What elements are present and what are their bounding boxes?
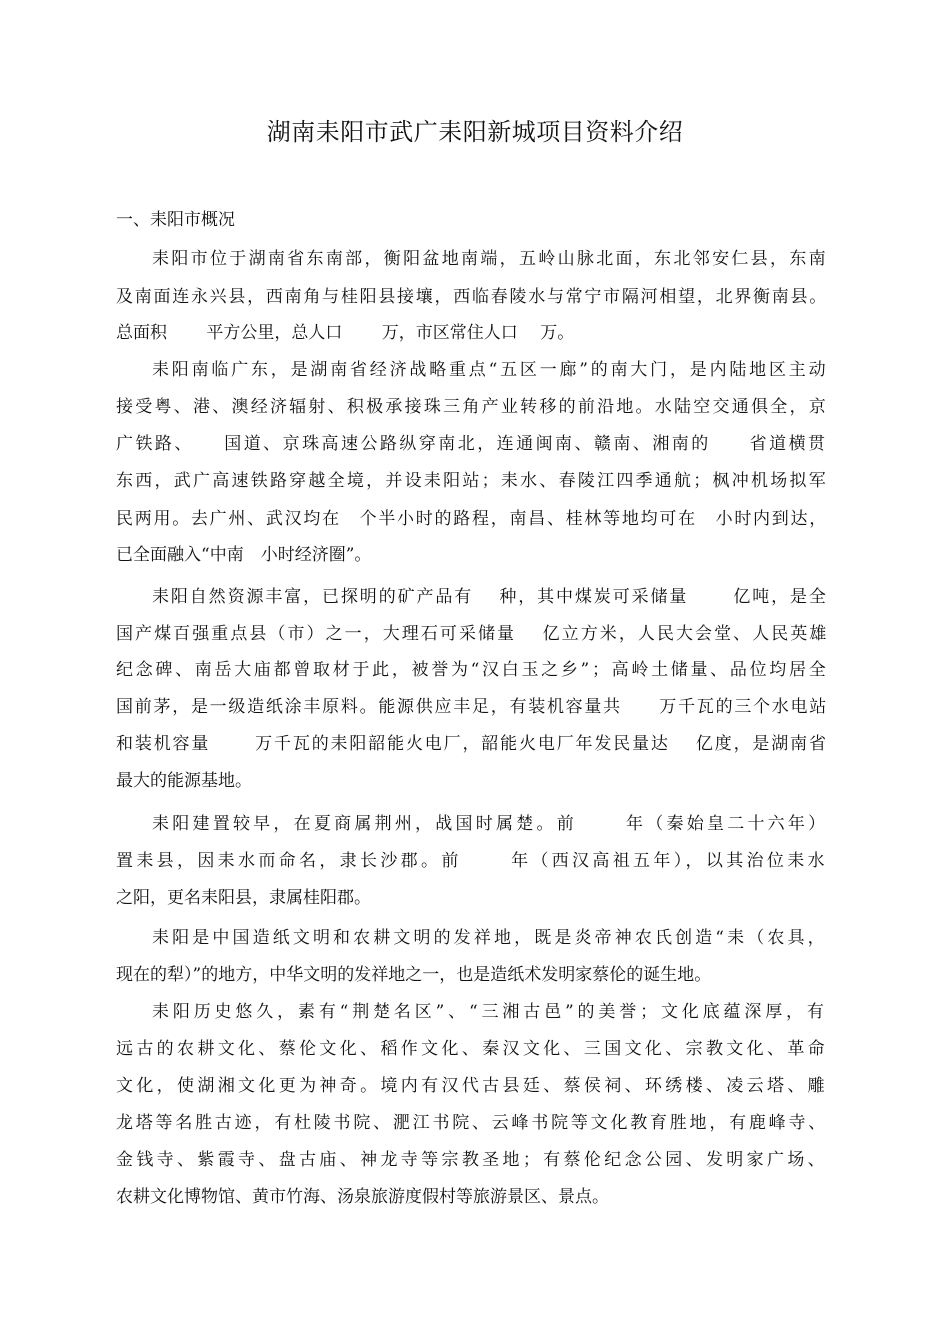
paragraph-line: 龙塔等名胜古迹，有杜陵书院、淝江书院、云峰书院等文化教育胜地，有鹿峰寺、 [116,1113,829,1133]
paragraph-line: 已全面融入“中南 小时经济圈”。 [116,545,372,565]
paragraph-line: 耒阳自然资源丰富，已探明的矿产品有 种，其中煤炭可采储量 亿吨，是全 [152,587,828,607]
paragraph-line: 总面积 平方公里，总人口 万，市区常住人口 万。 [116,323,575,343]
paragraph-line: 现在的犁）”的地方，中华文明的发祥地之一，也是造纸术发明家蔡伦的诞生地。 [116,965,712,985]
paragraph-line: 耒阳建置较早，在夏商属荆州，战国时属楚。前 年（秦始皇二十六年） [152,814,829,834]
paragraph-line: 金钱寺、紫霞寺、盘古庙、神龙寺等宗教圣地；有蔡伦纪念公园、发明家广场、 [116,1150,829,1170]
paragraph-line: 耒阳南临广东，是湖南省经济战略重点“五区一廊”的南大门，是内陆地区主动 [152,360,829,380]
paragraph-line: 国前茅，是一级造纸涂丰原料。能源供应丰足，有装机容量共 万千瓦的三个水电站 [116,697,829,717]
paragraph-line: 耒阳市位于湖南省东南部，衡阳盆地南端，五岭山脉北面，东北邻安仁县，东南 [152,249,828,269]
paragraph-line: 之阳，更名耒阳县，隶属桂阳郡。 [116,888,371,908]
paragraph-line: 接受粤、港、澳经济辐射、积极承接珠三角产业转移的前沿地。水陆空交通俱全，京 [116,397,828,417]
section-heading: 一、耒阳市概况 [116,210,235,230]
paragraph-line: 文化，使湖湘文化更为神奇。境内有汉代古县廷、蔡侯祠、环绣楼、凌云塔、雕 [116,1076,829,1096]
paragraph-line: 耒阳是中国造纸文明和农耕文明的发祥地，既是炎帝神农氏创造“耒（农具， [152,928,828,948]
paragraph-line: 和装机容量 万千瓦的耒阳韶能火电厂，韶能火电厂年发民量达 亿度，是湖南省 [116,734,828,754]
paragraph-line: 东西，武广高速铁路穿越全境，并设耒阳站；耒水、春陵江四季通航；枫冲机场拟军 [116,471,828,491]
document-title: 湖南耒阳市武广耒阳新城项目资料介绍 [266,118,684,146]
paragraph-line: 纪念碑、南岳大庙都曾取材于此，被誉为“汉白玉之乡”；高岭土储量、品位均居全 [116,660,829,680]
paragraph-line: 民两用。去广州、武汉均在 个半小时的路程，南昌、桂林等地均可在 小时内到达， [116,509,829,529]
paragraph-line: 最大的能源基地。 [116,771,252,791]
paragraph-line: 国产煤百强重点县（市）之一，大理石可采储量 亿立方米，人民大会堂、人民英雄 [116,624,829,644]
paragraph-line: 及南面连永兴县，西南角与桂阳县接壤，西临春陵水与常宁市隔河相望，北界衡南县。 [116,287,829,307]
paragraph-line: 农耕文化博物馆、黄市竹海、汤泉旅游度假村等旅游景区、景点。 [116,1187,609,1207]
paragraph-line: 广铁路、 国道、京珠高速公路纵穿南北，连通闽南、赣南、湘南的 省道横贯 [116,434,828,454]
paragraph-line: 耒阳历史悠久，素有“荆楚名区”、“三湘古邑”的美誉；文化底蕴深厚，有 [152,1002,828,1022]
paragraph-line: 远古的农耕文化、蔡伦文化、稻作文化、秦汉文化、三国文化、宗教文化、革命 [116,1039,829,1059]
paragraph-line: 置耒县，因耒水而命名，隶长沙郡。前 年（西汉高祖五年），以其治位耒水 [116,851,828,871]
